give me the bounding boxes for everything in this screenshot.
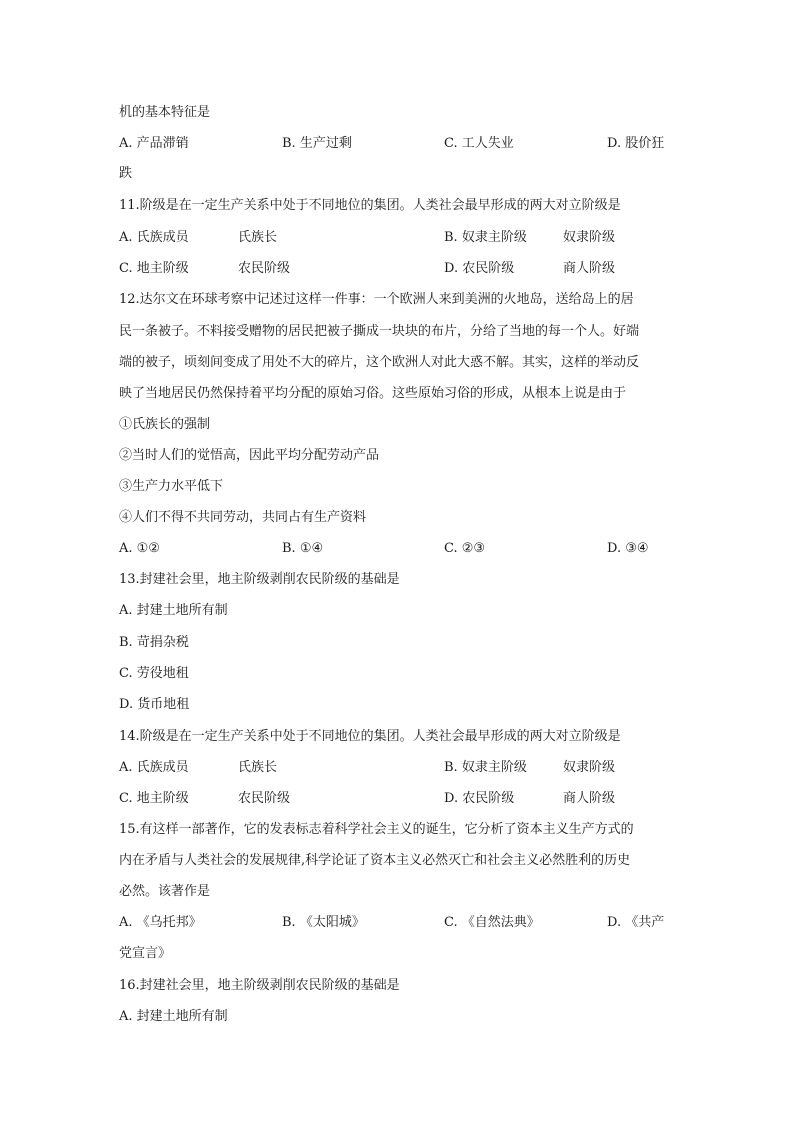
q12-stem-line-2: 民一条被子。不料接受赠物的居民把被子撕成一块块的布片，分给了当地的每一个人。好端 [119,324,640,339]
q10-option-c: C. 工人失业 [444,136,514,151]
q11-option-a-second: 氏族长 [238,230,278,245]
q13-stem: 13.封建社会里，地主阶级剥削农民阶级的基础是 [119,572,400,587]
q10-option-a: A. 产品滞销 [119,136,189,151]
q11-stem: 11.阶级是在一定生产关系中处于不同地位的集团。人类社会最早形成的两大对立阶级是 [119,198,621,213]
q13-option-d: D. 货币地租 [119,697,190,712]
q11-option-c: C. 地主阶级 [119,261,189,276]
q14-option-b: B. 奴隶主阶级 [444,760,527,775]
q11-option-d: D. 农民阶级 [444,261,515,276]
q13-option-b: B. 苛捐杂税 [119,635,189,650]
q12-stem-line-4: 映了当地居民仍然保持着平均分配的原始习俗。这些原始习俗的形成，从根本上说是由于 [119,386,627,401]
q11-option-b-second: 奴隶阶级 [563,230,616,245]
q13-option-c: C. 劳役地租 [119,666,189,681]
q11-option-a: A. 氏族成员 [119,230,189,245]
q15-option-c: C. 《自然法典》 [444,915,540,930]
q12-option-b: B. ①④ [282,541,324,556]
q15-option-a: A. 《乌托邦》 [119,915,202,930]
q14-option-a: A. 氏族成员 [119,760,189,775]
q16-option-a: A. 封建土地所有制 [119,1009,228,1024]
q14-option-d: D. 农民阶级 [444,791,515,806]
q14-option-d-second: 商人阶级 [563,791,616,806]
q11-option-c-second: 农民阶级 [238,261,291,276]
q14-option-c-second: 农民阶级 [238,791,291,806]
q12-option-a: A. ①② [119,541,160,556]
q12-item-3: ③生产力水平低下 [119,479,224,494]
q12-item-2: ②当时人们的觉悟高，因此平均分配劳动产品 [119,448,380,463]
q13-option-a: A. 封建土地所有制 [119,603,228,618]
q14-option-b-second: 奴隶阶级 [563,760,616,775]
q10-option-wrap: 跌 [119,166,133,181]
q15-option-wrap: 党宣言》 [119,946,172,961]
q15-option-d: D. 《共产 [607,915,665,930]
q12-stem-line-1: 12.达尔文在环球考察中记述过这样一件事：一个欧洲人来到美洲的火地岛，送给岛上的居 [119,292,634,307]
q12-option-d: D. ③④ [607,541,649,556]
q14-stem: 14.阶级是在一定生产关系中处于不同地位的集团。人类社会最早形成的两大对立阶级是 [119,729,621,744]
q15-stem-line-1: 15.有这样一部著作，它的发表标志着科学社会主义的诞生，它分析了资本主义生产方式的 [119,822,634,837]
q12-item-1: ①氏族长的强制 [119,417,211,432]
q14-option-a-second: 氏族长 [238,760,278,775]
q15-stem-line-2: 内在矛盾与人类社会的发展规律,科学论证了资本主义必然灭亡和社会主义必然胜利的历史 [119,853,631,868]
q12-option-c: C. ②③ [444,541,486,556]
q14-option-c: C. 地主阶级 [119,791,189,806]
q10-option-d: D. 股价狂 [607,136,665,151]
q12-item-4: ④人们不得不共同劳动，共同占有生产资料 [119,510,367,525]
q10-option-b: B. 生产过剩 [282,136,352,151]
q12-stem-line-3: 端的被子，顷刻间变成了用处不大的碎片，这个欧洲人对此大惑不解。其实，这样的举动反 [119,355,640,370]
q11-option-d-second: 商人阶级 [563,261,616,276]
q15-option-b: B. 《太阳城》 [282,915,365,930]
q15-stem-line-3: 必然。该著作是 [119,884,211,899]
q11-option-b: B. 奴隶主阶级 [444,230,527,245]
q10-stem-continuation: 机的基本特征是 [119,105,211,120]
q16-stem: 16.封建社会里，地主阶级剥削农民阶级的基础是 [119,978,400,993]
